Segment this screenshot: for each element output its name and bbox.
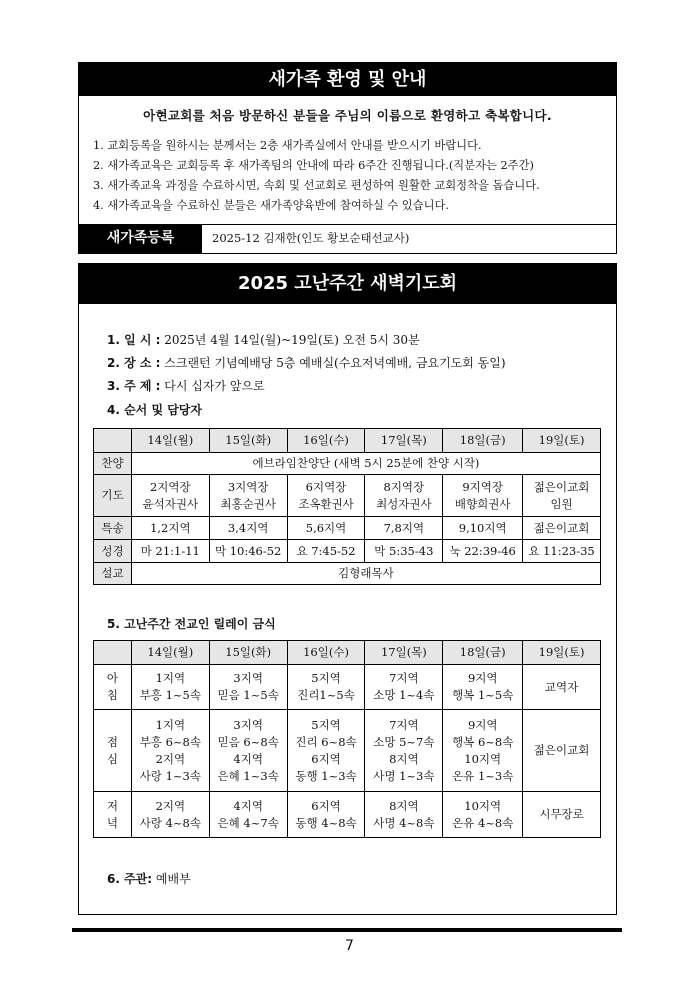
relay-cell: 1지역 부흥 1~5속	[131, 665, 209, 710]
row-label: 기도	[94, 475, 132, 517]
row-label: 특송	[94, 517, 132, 540]
relay-cell: 시무장로	[523, 792, 601, 838]
relay-cell: 2지역 사랑 4~8속	[131, 792, 209, 838]
order-table	[93, 428, 601, 585]
day-header: 18일(금)	[443, 641, 523, 665]
prayer-cell: 6지역장 조옥환권사	[287, 475, 365, 517]
welcome-rules	[79, 136, 616, 216]
rule-item: 3. 새가족교육 과정을 수료하시면, 속회 및 선교회로 편성하여 원활한 교회정착을 돕습니다.	[93, 179, 540, 192]
welcome-title: 새가족 환영 및 안내	[79, 63, 616, 96]
organizer-line: 6. 주관: 예배부	[107, 872, 191, 886]
registration-bar	[79, 224, 616, 253]
prayer-section	[78, 263, 617, 915]
day-header: 19일(토)	[523, 429, 601, 453]
rule-item: 1. 교회등록을 원하시는 분께서는 2층 새가족실에서 안내를 받으시기 바랍니다.	[93, 139, 482, 152]
relay-cell: 젊은이교회	[523, 710, 601, 792]
table-row	[94, 665, 601, 710]
welcome-section	[78, 62, 617, 254]
praise-cell: 에브라임찬양단 (새벽 5시 25분에 찬양 시작)	[131, 453, 600, 475]
day-header: 18일(금)	[443, 429, 523, 453]
day-header: 19일(토)	[523, 641, 601, 665]
scripture-cell: 막 10:46-52	[209, 540, 287, 563]
relay-cell: 7지역 소망 1~4속	[365, 665, 443, 710]
special-cell: 젊은이교회	[523, 517, 601, 540]
table-row	[94, 792, 601, 838]
row-label: 점 심	[94, 710, 132, 792]
relay-heading: 5. 고난주간 전교인 릴레이 금식	[107, 617, 276, 631]
scripture-cell: 요 7:45-52	[287, 540, 365, 563]
prayer-cell: 8지역장 최성자권사	[365, 475, 443, 517]
table-row	[94, 475, 601, 517]
info-date: 1. 일 시 : 2025년 4월 14일(월)~19일(토) 오전 5시 30분	[107, 333, 420, 347]
day-header: 16일(수)	[287, 641, 365, 665]
row-label: 아 침	[94, 665, 132, 710]
scripture-cell: 눅 22:39-46	[443, 540, 523, 563]
info-place: 2. 장 소 : 스크랜턴 기념예배당 5층 예배실(수요저녁예배, 금요기도회 동일)	[107, 356, 506, 370]
row-label: 저 녁	[94, 792, 132, 838]
row-label: 성경	[94, 540, 132, 563]
registration-label: 새가족등록	[79, 225, 202, 253]
table-row	[94, 429, 601, 453]
table-row	[94, 540, 601, 563]
relay-cell: 10지역 온유 4~8속	[443, 792, 523, 838]
table-row	[94, 517, 601, 540]
special-cell: 7,8지역	[365, 517, 443, 540]
registration-value: 2025-12 김재한(인도 황보순태선교사)	[212, 231, 410, 245]
relay-table	[93, 640, 601, 838]
table-row	[94, 563, 601, 585]
table-corner	[94, 429, 132, 453]
rule-item: 2. 새가족교육은 교회등록 후 새가족팀의 안내에 따라 6주간 진행됩니다.(직분자는 2주간)	[93, 159, 534, 172]
day-header: 14일(월)	[131, 429, 209, 453]
prayer-title: 2025 고난주간 새벽기도회	[79, 264, 616, 304]
relay-cell: 1지역 부흥 6~8속 2지역 사랑 1~3속	[131, 710, 209, 792]
day-header: 17일(목)	[365, 641, 443, 665]
prayer-cell: 3지역장 최홍순권사	[209, 475, 287, 517]
relay-cell: 4지역 은혜 4~7속	[209, 792, 287, 838]
prayer-cell: 젊은이교회 임원	[523, 475, 601, 517]
scripture-cell: 마 21:1-11	[131, 540, 209, 563]
info-order-heading: 4. 순서 및 담당자	[107, 403, 202, 417]
relay-cell: 6지역 동행 4~8속	[287, 792, 365, 838]
row-label: 설교	[94, 563, 132, 585]
special-cell: 5,6지역	[287, 517, 365, 540]
special-cell: 1,2지역	[131, 517, 209, 540]
scripture-cell: 요 11:23-35	[523, 540, 601, 563]
day-header: 16일(수)	[287, 429, 365, 453]
info-theme: 3. 주 제 : 다시 십자가 앞으로	[107, 379, 265, 393]
prayer-cell: 2지역장 윤석자권사	[131, 475, 209, 517]
relay-cell: 8지역 사명 4~8속	[365, 792, 443, 838]
relay-cell: 5지역 진리 6~8속 6지역 동행 1~3속	[287, 710, 365, 792]
relay-cell: 5지역 진리1~5속	[287, 665, 365, 710]
special-cell: 3,4지역	[209, 517, 287, 540]
prayer-cell: 9지역장 배향희권사	[443, 475, 523, 517]
welcome-greeting: 아현교회를 처음 방문하신 분들을 주님의 이름으로 환영하고 축복합니다.	[143, 108, 552, 123]
table-row	[94, 710, 601, 792]
relay-cell: 3지역 믿음 6~8속 4지역 은혜 1~3속	[209, 710, 287, 792]
relay-cell: 7지역 소망 5~7속 8지역 사명 1~3속	[365, 710, 443, 792]
table-corner	[94, 641, 132, 665]
row-label: 찬양	[94, 453, 132, 475]
day-header: 15일(화)	[209, 641, 287, 665]
day-header: 17일(목)	[365, 429, 443, 453]
day-header: 15일(화)	[209, 429, 287, 453]
page-number: 7	[345, 938, 354, 954]
sermon-cell: 김형래목사	[131, 563, 600, 585]
table-row	[94, 453, 601, 475]
rule-item: 4. 새가족교육을 수료하신 분들은 새가족양육반에 참여하실 수 있습니다.	[93, 199, 449, 212]
relay-cell: 3지역 믿음 1~5속	[209, 665, 287, 710]
table-row	[94, 641, 601, 665]
special-cell: 9,10지역	[443, 517, 523, 540]
footer-rule	[72, 928, 622, 932]
relay-cell: 9지역 행복 6~8속 10지역 온유 1~3속	[443, 710, 523, 792]
day-header: 14일(월)	[131, 641, 209, 665]
relay-cell: 교역자	[523, 665, 601, 710]
scripture-cell: 막 5:35-43	[365, 540, 443, 563]
relay-cell: 9지역 행복 1~5속	[443, 665, 523, 710]
